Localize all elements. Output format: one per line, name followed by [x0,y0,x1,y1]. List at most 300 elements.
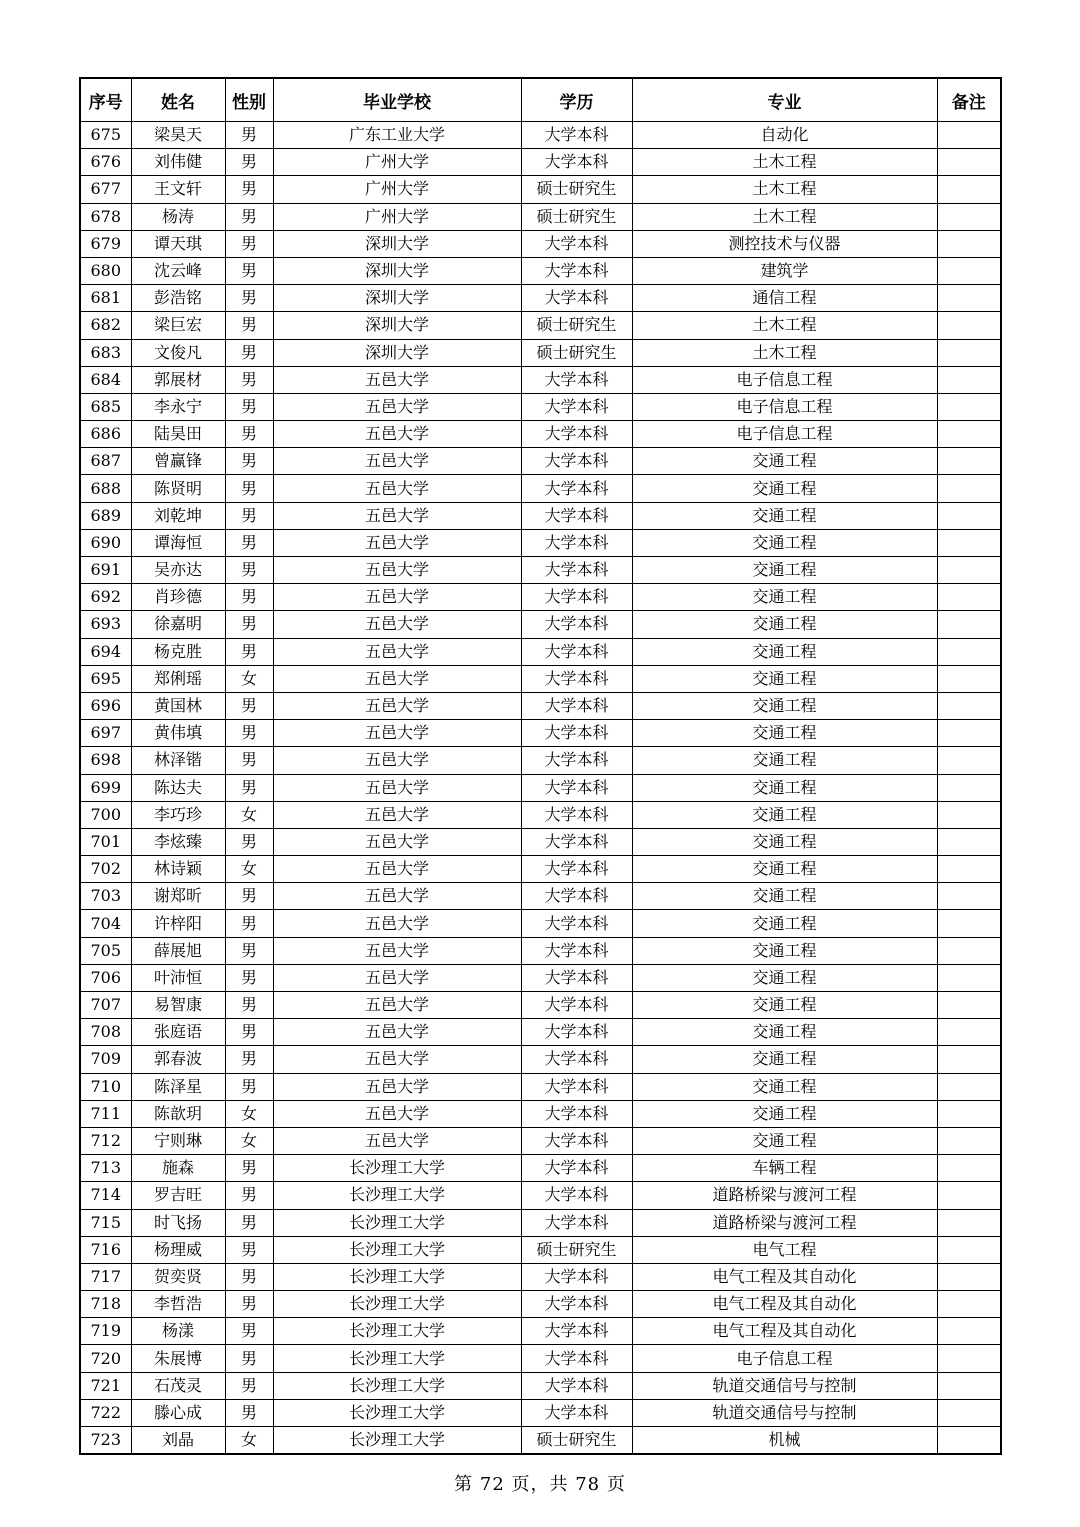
cell-gender: 男 [225,937,273,964]
roster-table [79,77,1002,1455]
cell-remarks [937,883,1001,910]
cell-graduate-school: 五邑大学 [273,1019,521,1046]
cell-name: 郭春波 [131,1046,225,1073]
cell-name: 杨克胜 [131,638,225,665]
cell-major: 通信工程 [632,285,937,312]
cell-graduate-school: 长沙理工大学 [273,1236,521,1263]
cell-serial-number: 699 [80,774,131,801]
cell-remarks [937,1073,1001,1100]
cell-major: 交通工程 [632,1046,937,1073]
cell-major: 土木工程 [632,339,937,366]
cell-serial-number: 692 [80,584,131,611]
cell-education: 大学本科 [521,1127,632,1154]
cell-serial-number: 721 [80,1372,131,1399]
table-row [80,257,1001,284]
header-gender: 性别 [225,78,273,122]
cell-graduate-school: 五邑大学 [273,611,521,638]
cell-major: 交通工程 [632,692,937,719]
cell-name: 陆昊田 [131,421,225,448]
table-row [80,1236,1001,1263]
cell-major: 道路桥梁与渡河工程 [632,1209,937,1236]
cell-gender: 女 [225,801,273,828]
cell-serial-number: 716 [80,1236,131,1263]
table-row [80,1100,1001,1127]
cell-remarks [937,1345,1001,1372]
cell-graduate-school: 深圳大学 [273,257,521,284]
cell-major: 电子信息工程 [632,421,937,448]
table-row [80,475,1001,502]
table-row [80,502,1001,529]
cell-major: 交通工程 [632,1100,937,1127]
table-row [80,149,1001,176]
cell-gender: 男 [225,747,273,774]
cell-remarks [937,692,1001,719]
cell-remarks [937,1182,1001,1209]
cell-major: 道路桥梁与渡河工程 [632,1182,937,1209]
cell-education: 大学本科 [521,393,632,420]
table-row [80,1372,1001,1399]
cell-serial-number: 711 [80,1100,131,1127]
cell-gender: 女 [225,1100,273,1127]
cell-education: 硕士研究生 [521,203,632,230]
cell-remarks [937,257,1001,284]
cell-education: 大学本科 [521,502,632,529]
cell-remarks [937,475,1001,502]
cell-major: 交通工程 [632,557,937,584]
cell-graduate-school: 长沙理工大学 [273,1155,521,1182]
table-row [80,611,1001,638]
cell-name: 陈达夫 [131,774,225,801]
cell-major: 车辆工程 [632,1155,937,1182]
cell-name: 时飞扬 [131,1209,225,1236]
cell-graduate-school: 五邑大学 [273,774,521,801]
cell-graduate-school: 五邑大学 [273,964,521,991]
cell-serial-number: 714 [80,1182,131,1209]
cell-remarks [937,366,1001,393]
cell-serial-number: 719 [80,1318,131,1345]
cell-major: 交通工程 [632,828,937,855]
cell-name: 刘晶 [131,1427,225,1455]
cell-remarks [937,665,1001,692]
table-row [80,937,1001,964]
table-row [80,964,1001,991]
cell-name: 陈贤明 [131,475,225,502]
cell-serial-number: 676 [80,149,131,176]
cell-education: 大学本科 [521,1318,632,1345]
cell-serial-number: 710 [80,1073,131,1100]
cell-education: 大学本科 [521,285,632,312]
cell-gender: 男 [225,393,273,420]
cell-remarks [937,992,1001,1019]
cell-remarks [937,285,1001,312]
cell-education: 大学本科 [521,230,632,257]
cell-serial-number: 682 [80,312,131,339]
cell-education: 大学本科 [521,638,632,665]
cell-gender: 男 [225,557,273,584]
cell-education: 硕士研究生 [521,1427,632,1455]
cell-name: 刘乾坤 [131,502,225,529]
cell-education: 大学本科 [521,1182,632,1209]
cell-remarks [937,1019,1001,1046]
cell-education: 大学本科 [521,421,632,448]
cell-name: 彭浩铭 [131,285,225,312]
cell-name: 林泽锴 [131,747,225,774]
cell-graduate-school: 长沙理工大学 [273,1318,521,1345]
cell-remarks [937,937,1001,964]
table-row [80,1263,1001,1290]
cell-serial-number: 680 [80,257,131,284]
table-row [80,393,1001,420]
cell-graduate-school: 五邑大学 [273,747,521,774]
cell-serial-number: 689 [80,502,131,529]
cell-serial-number: 696 [80,692,131,719]
cell-major: 交通工程 [632,801,937,828]
cell-gender: 男 [225,122,273,149]
cell-major: 交通工程 [632,992,937,1019]
cell-name: 杨理威 [131,1236,225,1263]
cell-education: 大学本科 [521,665,632,692]
cell-gender: 男 [225,203,273,230]
cell-remarks [937,122,1001,149]
cell-name: 朱展博 [131,1345,225,1372]
cell-name: 滕心成 [131,1399,225,1426]
cell-remarks [937,1318,1001,1345]
cell-name: 吴亦达 [131,557,225,584]
cell-remarks [937,230,1001,257]
cell-education: 大学本科 [521,828,632,855]
cell-major: 电子信息工程 [632,393,937,420]
cell-gender: 男 [225,421,273,448]
cell-major: 测控技术与仪器 [632,230,937,257]
cell-name: 薛展旭 [131,937,225,964]
table-row [80,992,1001,1019]
cell-graduate-school: 五邑大学 [273,720,521,747]
table-row [80,1019,1001,1046]
cell-remarks [937,720,1001,747]
cell-graduate-school: 深圳大学 [273,339,521,366]
cell-graduate-school: 五邑大学 [273,448,521,475]
cell-education: 大学本科 [521,720,632,747]
cell-graduate-school: 五邑大学 [273,529,521,556]
cell-remarks [937,910,1001,937]
cell-name: 谭海恒 [131,529,225,556]
cell-major: 交通工程 [632,964,937,991]
table-row [80,1046,1001,1073]
page-footer: 第 72 页，共 78 页 [454,1474,626,1495]
cell-major: 交通工程 [632,856,937,883]
cell-graduate-school: 五邑大学 [273,910,521,937]
cell-graduate-school: 五邑大学 [273,393,521,420]
cell-education: 大学本科 [521,964,632,991]
cell-serial-number: 693 [80,611,131,638]
cell-education: 大学本科 [521,856,632,883]
cell-name: 李哲浩 [131,1291,225,1318]
cell-education: 大学本科 [521,475,632,502]
cell-remarks [937,1100,1001,1127]
cell-gender: 男 [225,285,273,312]
header-graduate-school: 毕业学校 [273,78,521,122]
cell-major: 电气工程 [632,1236,937,1263]
cell-serial-number: 683 [80,339,131,366]
cell-education: 大学本科 [521,1399,632,1426]
cell-education: 大学本科 [521,747,632,774]
cell-major: 交通工程 [632,883,937,910]
table-row [80,801,1001,828]
cell-education: 大学本科 [521,1046,632,1073]
cell-serial-number: 715 [80,1209,131,1236]
cell-name: 肖珍德 [131,584,225,611]
cell-name: 林诗颖 [131,856,225,883]
cell-gender: 男 [225,720,273,747]
cell-education: 硕士研究生 [521,339,632,366]
table-row [80,1209,1001,1236]
cell-education: 硕士研究生 [521,1236,632,1263]
cell-gender: 男 [225,992,273,1019]
table-body [80,122,1001,1455]
cell-gender: 男 [225,448,273,475]
cell-remarks [937,1399,1001,1426]
cell-name: 谭天琪 [131,230,225,257]
cell-serial-number: 708 [80,1019,131,1046]
cell-education: 大学本科 [521,1073,632,1100]
cell-name: 梁昊天 [131,122,225,149]
cell-serial-number: 722 [80,1399,131,1426]
cell-serial-number: 677 [80,176,131,203]
cell-serial-number: 687 [80,448,131,475]
cell-major: 交通工程 [632,1127,937,1154]
cell-graduate-school: 长沙理工大学 [273,1427,521,1455]
table-row [80,1345,1001,1372]
cell-serial-number: 678 [80,203,131,230]
cell-gender: 男 [225,774,273,801]
table-row [80,1399,1001,1426]
cell-serial-number: 679 [80,230,131,257]
cell-serial-number: 697 [80,720,131,747]
cell-graduate-school: 长沙理工大学 [273,1399,521,1426]
cell-serial-number: 718 [80,1291,131,1318]
cell-name: 宁则琳 [131,1127,225,1154]
table-row [80,557,1001,584]
cell-graduate-school: 长沙理工大学 [273,1263,521,1290]
cell-graduate-school: 深圳大学 [273,230,521,257]
cell-major: 交通工程 [632,611,937,638]
cell-education: 大学本科 [521,584,632,611]
cell-remarks [937,448,1001,475]
cell-gender: 女 [225,1127,273,1154]
cell-education: 大学本科 [521,774,632,801]
cell-major: 交通工程 [632,774,937,801]
cell-major: 土木工程 [632,312,937,339]
cell-name: 陈歆玥 [131,1100,225,1127]
cell-major: 交通工程 [632,665,937,692]
cell-graduate-school: 深圳大学 [273,312,521,339]
cell-education: 大学本科 [521,883,632,910]
cell-remarks [937,339,1001,366]
cell-education: 大学本科 [521,910,632,937]
cell-gender: 男 [225,230,273,257]
cell-gender: 男 [225,1345,273,1372]
table-row [80,421,1001,448]
cell-remarks [937,964,1001,991]
cell-gender: 男 [225,638,273,665]
cell-major: 轨道交通信号与控制 [632,1372,937,1399]
cell-name: 罗吉旺 [131,1182,225,1209]
cell-gender: 男 [225,502,273,529]
cell-major: 交通工程 [632,584,937,611]
table-header-row [80,78,1001,122]
cell-gender: 男 [225,475,273,502]
cell-graduate-school: 五邑大学 [273,801,521,828]
cell-serial-number: 684 [80,366,131,393]
cell-remarks [937,1236,1001,1263]
cell-graduate-school: 长沙理工大学 [273,1345,521,1372]
cell-graduate-school: 长沙理工大学 [273,1209,521,1236]
cell-remarks [937,828,1001,855]
cell-gender: 男 [225,1291,273,1318]
table-row [80,1427,1001,1455]
cell-gender: 男 [225,149,273,176]
cell-gender: 男 [225,176,273,203]
cell-gender: 女 [225,665,273,692]
cell-gender: 男 [225,1209,273,1236]
cell-serial-number: 698 [80,747,131,774]
cell-remarks [937,502,1001,529]
cell-graduate-school: 长沙理工大学 [273,1182,521,1209]
cell-graduate-school: 长沙理工大学 [273,1372,521,1399]
cell-gender: 女 [225,1427,273,1455]
cell-graduate-school: 五邑大学 [273,557,521,584]
cell-remarks [937,801,1001,828]
cell-gender: 男 [225,257,273,284]
table-row [80,339,1001,366]
table-row [80,720,1001,747]
cell-name: 王文轩 [131,176,225,203]
cell-education: 大学本科 [521,529,632,556]
table-row [80,1073,1001,1100]
cell-serial-number: 704 [80,910,131,937]
cell-serial-number: 702 [80,856,131,883]
cell-name: 文俊凡 [131,339,225,366]
cell-education: 大学本科 [521,149,632,176]
cell-remarks [937,1427,1001,1455]
cell-gender: 男 [225,964,273,991]
cell-remarks [937,393,1001,420]
cell-remarks [937,1291,1001,1318]
cell-remarks [937,1046,1001,1073]
cell-serial-number: 675 [80,122,131,149]
cell-major: 交通工程 [632,720,937,747]
cell-graduate-school: 五邑大学 [273,1046,521,1073]
header-name: 姓名 [131,78,225,122]
cell-remarks [937,1263,1001,1290]
cell-name: 许梓阳 [131,910,225,937]
cell-graduate-school: 五邑大学 [273,475,521,502]
cell-name: 张庭语 [131,1019,225,1046]
cell-serial-number: 712 [80,1127,131,1154]
table-row [80,230,1001,257]
cell-graduate-school: 五邑大学 [273,828,521,855]
cell-major: 交通工程 [632,638,937,665]
cell-name: 杨涛 [131,203,225,230]
cell-gender: 男 [225,1263,273,1290]
table-row [80,910,1001,937]
cell-serial-number: 700 [80,801,131,828]
cell-education: 大学本科 [521,448,632,475]
cell-graduate-school: 长沙理工大学 [273,1291,521,1318]
cell-serial-number: 705 [80,937,131,964]
cell-major: 土木工程 [632,176,937,203]
cell-serial-number: 717 [80,1263,131,1290]
cell-education: 大学本科 [521,366,632,393]
cell-major: 自动化 [632,122,937,149]
cell-major: 土木工程 [632,203,937,230]
table-row [80,692,1001,719]
cell-remarks [937,1372,1001,1399]
cell-education: 大学本科 [521,557,632,584]
cell-graduate-school: 五邑大学 [273,665,521,692]
table-row [80,285,1001,312]
cell-remarks [937,584,1001,611]
cell-graduate-school: 五邑大学 [273,692,521,719]
cell-education: 大学本科 [521,122,632,149]
cell-major: 交通工程 [632,529,937,556]
table-row [80,176,1001,203]
table-row [80,312,1001,339]
table-row [80,747,1001,774]
cell-graduate-school: 广州大学 [273,149,521,176]
cell-major: 电气工程及其自动化 [632,1291,937,1318]
cell-graduate-school: 五邑大学 [273,1100,521,1127]
cell-gender: 男 [225,1046,273,1073]
cell-name: 徐嘉明 [131,611,225,638]
cell-name: 黄伟填 [131,720,225,747]
cell-serial-number: 695 [80,665,131,692]
cell-serial-number: 685 [80,393,131,420]
table-row [80,1182,1001,1209]
header-education: 学历 [521,78,632,122]
cell-serial-number: 688 [80,475,131,502]
cell-gender: 男 [225,692,273,719]
cell-serial-number: 703 [80,883,131,910]
cell-major: 机械 [632,1427,937,1455]
cell-education: 大学本科 [521,1209,632,1236]
cell-gender: 男 [225,366,273,393]
cell-serial-number: 690 [80,529,131,556]
cell-graduate-school: 五邑大学 [273,883,521,910]
cell-education: 大学本科 [521,1372,632,1399]
cell-graduate-school: 五邑大学 [273,1127,521,1154]
cell-name: 郭展材 [131,366,225,393]
cell-name: 曾赢锋 [131,448,225,475]
cell-graduate-school: 五邑大学 [273,937,521,964]
cell-name: 贺奕贤 [131,1263,225,1290]
cell-serial-number: 707 [80,992,131,1019]
cell-name: 施森 [131,1155,225,1182]
cell-gender: 男 [225,584,273,611]
cell-serial-number: 694 [80,638,131,665]
cell-gender: 男 [225,1182,273,1209]
cell-remarks [937,529,1001,556]
table-row [80,1291,1001,1318]
cell-gender: 男 [225,828,273,855]
cell-major: 交通工程 [632,1073,937,1100]
cell-serial-number: 706 [80,964,131,991]
cell-graduate-school: 五邑大学 [273,421,521,448]
table-row [80,448,1001,475]
cell-name: 梁巨宏 [131,312,225,339]
cell-major: 建筑学 [632,257,937,284]
cell-education: 大学本科 [521,1155,632,1182]
